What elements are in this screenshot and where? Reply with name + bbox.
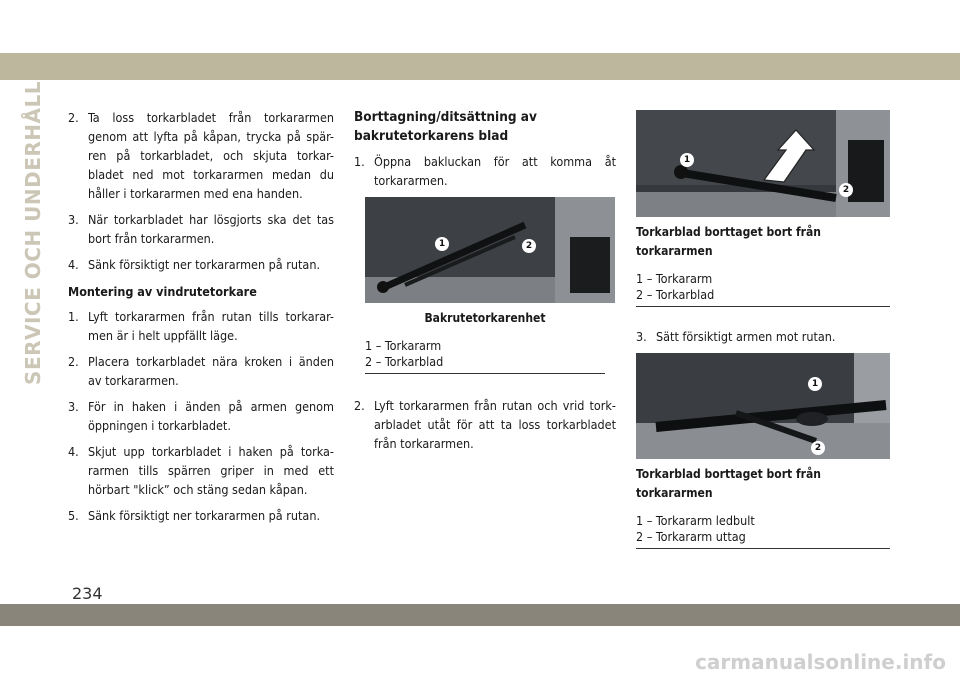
watermark: carmanualsonline.info [695,650,946,674]
list-item: 3. För in haken i änden på armen genom öppningen i torkarbladet. [68,399,334,433]
wiper-arm-illustration [636,353,890,459]
list-item: 3. Sätt försiktigt armen mot rutan. [636,329,836,344]
list-item: 1. Öppna bakluckan för att komma åt torkararmen. [354,154,616,188]
list-item: 2. Lyft torkararmen från rutan och vrid tork-arbladet utåt för att ta loss torkarbladet från torkararmen. [354,398,616,451]
blade-removed-illustration [636,110,890,217]
figure-title: Torkarblad borttaget bort från torkararmen [636,467,821,500]
list-item: 1. Lyft torkararmen från rutan tills torkarar-men är i helt uppfällt läge. [68,309,334,343]
callout-1: 1 [680,153,694,167]
column-1 [68,108,334,532]
wiper-blade-removed-photo [636,110,890,217]
column-2 [354,108,616,460]
callout-2: 2 [522,239,536,253]
legend-item: 1 – Torkararm ledbult [636,513,755,528]
list-item: 2. Ta loss torkarbladet från torkararmen genom att lyfta på kåpan, trycka på spär-ren på torkarbladet, och skjuta torkar-bladet ned mot torkararmen medan du håller i torkararmen med ena handen. [68,110,334,201]
list-item: 4. Skjut upp torkarbladet i haken på torka-rarmen tills spärren griper in med ett hörbart "klick” och stäng sedan kåpan. [68,444,334,497]
legend-item: 2 – Torkarblad [636,287,715,302]
list-item: 4. Sänk försiktigt ner torkararmen på rutan. [68,257,321,272]
section-heading: Borttagning/ditsättning av bakrutetorkarens blad [354,109,537,144]
callout-1: 1 [435,237,449,251]
page-number: 234 [72,584,103,603]
legend-item: 2 – Torkararm uttag [636,529,746,544]
legend-item: 1 – Torkararm [365,338,442,353]
callout-2: 2 [811,441,825,455]
list-item: 3. När torkarbladet har lösgjorts ska det tas bort från torkararmen. [68,212,334,246]
section-side-title: SERVICE OCH UNDERHÅLL [21,81,45,385]
figure-title: Bakrutetorkarenhet [424,311,546,325]
column-3 [636,110,890,549]
figure-legend [636,513,890,549]
figure-legend [365,338,605,374]
legend-item: 2 – Torkarblad [365,354,444,369]
subheading: Montering av vindrutetorkare [68,284,257,299]
callout-2: 2 [839,183,853,197]
footer-band [0,604,960,626]
list-item: 2. Placera torkarbladet nära kroken i änden av torkararmen. [68,354,334,388]
rear-wiper-photo [365,197,615,303]
list-item: 5. Sänk försiktigt ner torkararmen på rutan. [68,508,321,523]
rear-wiper-illustration [365,197,615,303]
figure-title: Torkarblad borttaget bort från torkararmen [636,225,821,258]
legend-item: 1 – Torkararm [636,271,713,286]
wiper-arm-photo [636,353,890,459]
callout-1: 1 [808,377,822,391]
header-band [0,53,960,80]
figure-legend [636,271,890,307]
